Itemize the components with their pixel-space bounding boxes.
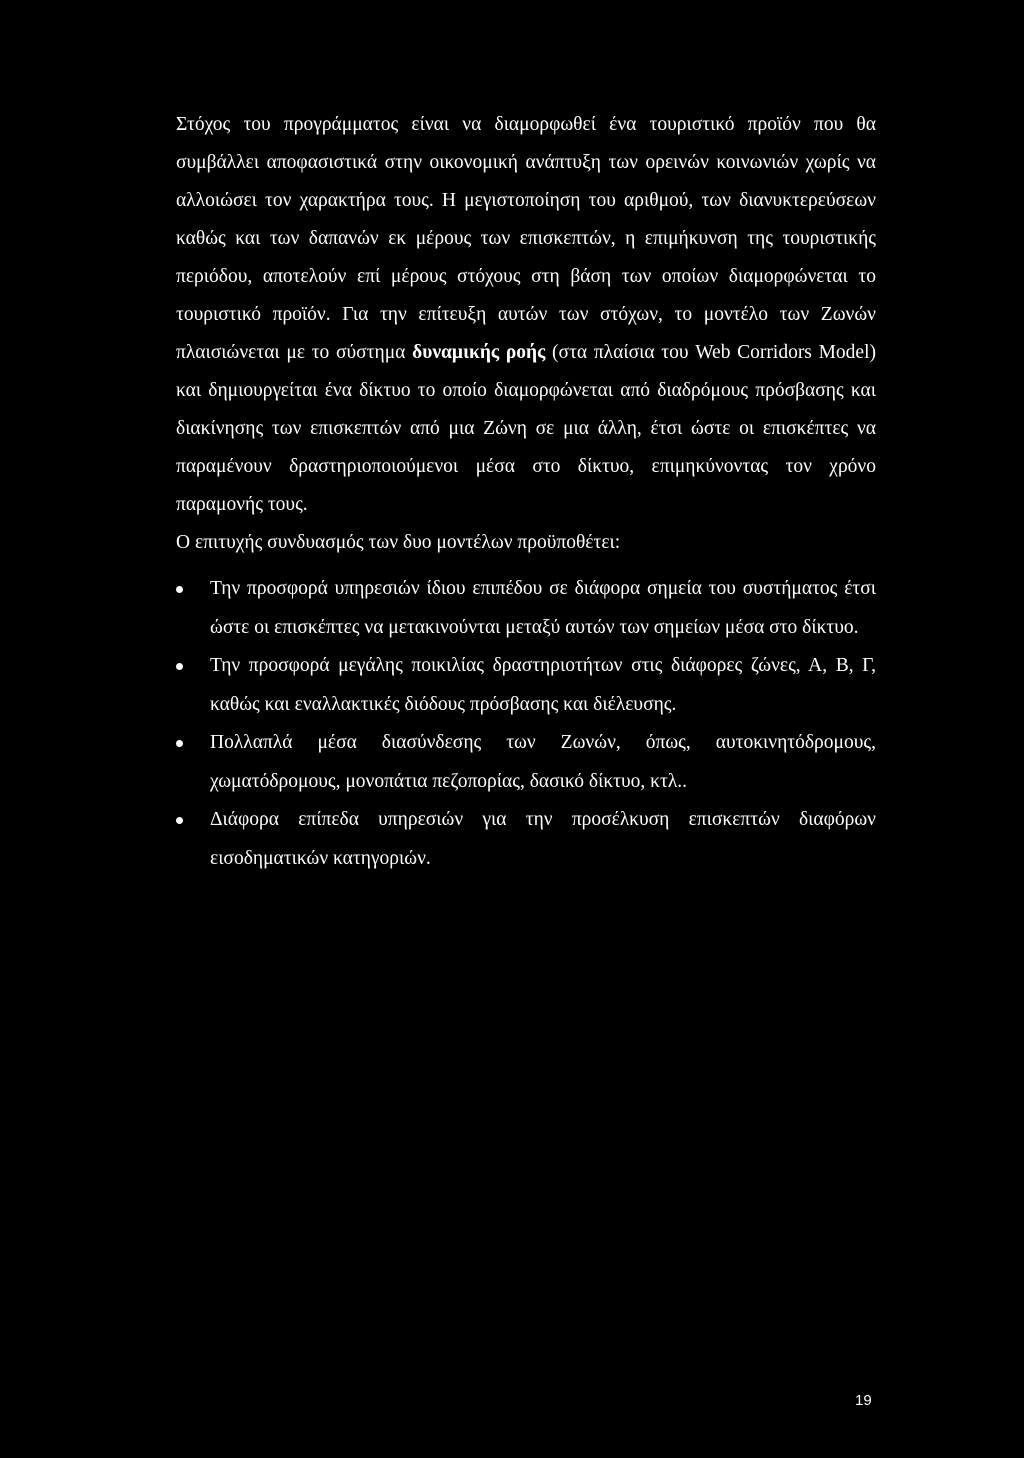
- bullet-dot-icon: [176, 663, 183, 670]
- bullet-dot-icon: [176, 817, 183, 824]
- paragraph-prerequisites: Ο επιτυχής συνδυασμός των δυο μοντέλων προϋποθέτει:: [176, 532, 621, 553]
- list-item: [176, 801, 876, 878]
- list-item: [176, 724, 876, 801]
- page-body: [176, 106, 876, 878]
- prerequisites-list: [176, 570, 876, 878]
- paragraph-goals-text-a: Στόχος του προγράμματος είναι να διαμορφωθεί ένα τουριστικό προϊόν που θα συμβάλλει αποφασιστικά στην οικονομική ανάπτυξη των ορεινών κοινωνιών χωρίς να αλλοιώσει τον χαρακτήρα τους. Η μεγιστοποίηση του αριθμού, των διανυκτερεύσεων καθώς και των δαπανών εκ μέρους των επισκεπτών, η επιμήκυνση της τουριστικής περιόδου, αποτελούν επί μέρους στόχους στη βάση των οποίων διαμορφώνεται το τουριστικό προϊόν. Για την επίτευξη αυτών των στόχων, το μοντέλο των Ζωνών πλαισιώνεται με το σύστημα: [176, 114, 876, 363]
- bullet-dot-icon: [176, 586, 183, 593]
- list-item-text: Διάφορα επίπεδα υπηρεσιών για την προσέλκυση επισκεπτών διαφόρων εισοδηματικών κατηγοριών.: [210, 809, 876, 869]
- bold-term-dynamic-flow: δυναμικής ροής: [412, 342, 546, 363]
- paragraph-goals: [176, 106, 876, 524]
- paragraph-goals-text-b: (στα πλαίσια του Web Corridors Model) και δημιουργείται ένα δίκτυο το οποίο διαμορφώνεται από διαδρόμους πρόσβασης και διακίνησης των επισκεπτών από μια Ζώνη σε μια άλλη, έτσι ώστε οι επισκέπτες να παραμένουν δραστηριοποιούμενοι μέσα στο δίκτυο, επιμηκύνοντας τον χρόνο παραμονής τους.: [176, 342, 877, 515]
- page-number: 19: [855, 1392, 872, 1409]
- bullet-dot-icon: [176, 740, 183, 747]
- list-item-text: Την προσφορά υπηρεσιών ίδιου επιπέδου σε διάφορα σημεία του συστήματος έτσι ώστε οι επισκέπτες να μετακινούνται μεταξύ αυτών των σημείων μέσα στο δίκτυο.: [210, 578, 876, 638]
- list-item-text: Πολλαπλά μέσα διασύνδεσης των Ζωνών, όπως, αυτοκινητόδρομους, χωματόδρομους, μονοπάτια πεζοπορίας, δασικό δίκτυο, κτλ..: [210, 732, 876, 792]
- list-item: [176, 647, 876, 724]
- list-item: [176, 570, 876, 647]
- list-item-text: Την προσφορά μεγάλης ποικιλίας δραστηριοτήτων στις διάφορες ζώνες, Α, Β, Γ, καθώς και εναλλακτικές διόδους πρόσβασης και διέλευσης.: [210, 655, 876, 715]
